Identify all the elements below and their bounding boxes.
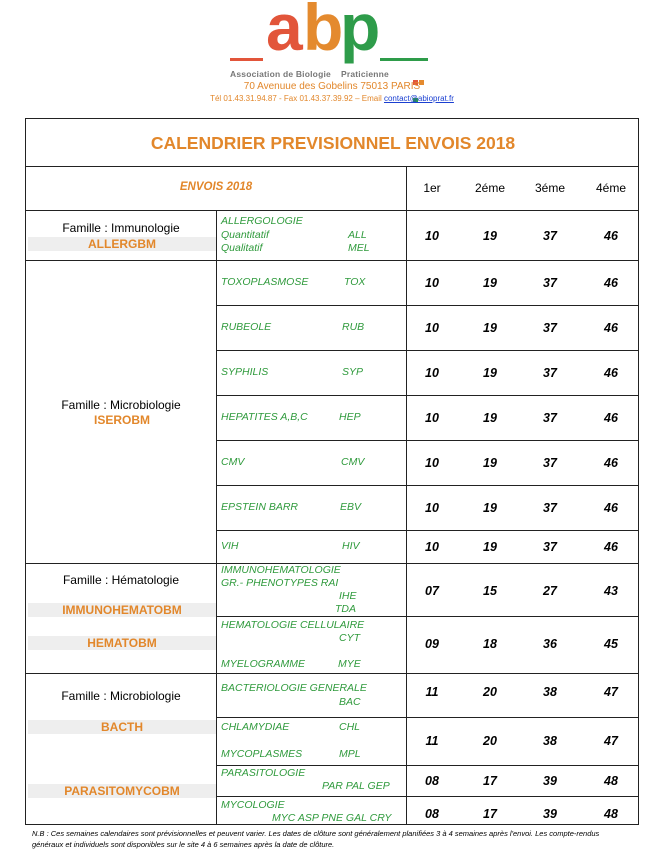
contact-phones: Tél 01.43.31.94.87 - Fax 01.43.37.39.92 – Email — [210, 94, 382, 103]
value-ebv-4: 46 — [604, 501, 618, 515]
test-code-syp: SYP — [342, 366, 364, 378]
value-cmv-2: 19 — [483, 456, 497, 470]
page-title: CALENDRIER PREVISIONNEL ENVOIS 2018 — [150, 133, 516, 153]
test-bacteriology: BACTERIOLOGIE GENERALE — [221, 682, 367, 694]
row-line — [26, 166, 638, 167]
value-all-1: 10 — [425, 229, 439, 243]
test-code-hiv: HIV — [342, 540, 360, 552]
row-line — [216, 395, 638, 396]
value-chl-3: 38 — [543, 734, 557, 748]
row-line — [216, 796, 638, 797]
test-cmv: CMV — [221, 456, 245, 468]
value-tox-1: 10 — [425, 276, 439, 290]
contact-line — [0, 94, 664, 103]
value-hep-2: 19 — [483, 411, 497, 425]
family-hematology-code-1: IMMUNOHEMATOBM — [28, 603, 216, 617]
test-code-tox: TOX — [344, 276, 366, 288]
col-line — [216, 210, 217, 824]
value-myc-2: 17 — [483, 807, 497, 821]
test-qualitative: Qualitatif — [221, 242, 263, 254]
test-code-ebv: EBV — [340, 501, 362, 513]
value-bac-2: 20 — [483, 685, 497, 699]
value-syp-1: 10 — [425, 366, 439, 380]
value-syp-4: 46 — [604, 366, 618, 380]
family-bacteriology-label: Famille : Microbiologie — [61, 689, 181, 703]
value-hep-4: 46 — [604, 411, 618, 425]
value-hiv-2: 19 — [483, 540, 497, 554]
logo-letters — [230, 0, 430, 66]
test-code-cyt: CYT — [339, 632, 360, 644]
logo-letter-p: p — [340, 0, 381, 64]
value-ihe-2: 15 — [483, 584, 497, 598]
test-code-tda: TDA — [335, 603, 356, 615]
value-hem-1: 09 — [425, 637, 439, 651]
value-all-2: 19 — [483, 229, 497, 243]
row-line — [216, 530, 638, 531]
footnote: N.B : Ces semaines calendaires sont prévisionnelles et peuvent varier. Les dates de clôture sont généralement planifiées 3 à 4 semaines après l'envoi. Les compte-rendus généraux et individuels sont disponibles sur le site 4 à 6 semaines après la date de clôture. — [32, 829, 600, 849]
family-microbiology-label: Famille : Microbiologie — [61, 398, 181, 412]
test-hematology-cellular: HEMATOLOGIE CELLULAIRE — [221, 619, 365, 631]
value-chl-2: 20 — [483, 734, 497, 748]
value-par-3: 39 — [543, 774, 557, 788]
value-rub-3: 37 — [543, 321, 557, 335]
value-cmv-4: 46 — [604, 456, 618, 470]
col-head-4: 4éme — [595, 181, 627, 195]
col-head-2: 2éme — [474, 181, 506, 195]
value-bac-1: 11 — [425, 685, 439, 699]
row-line — [26, 210, 638, 211]
test-code-all: ALL — [348, 229, 367, 241]
logo-tagline — [230, 69, 430, 79]
logo-line-left — [230, 58, 263, 61]
value-myc-1: 08 — [425, 807, 439, 821]
family-immunology-code: ALLERGBM — [28, 237, 216, 251]
value-ebv-3: 37 — [543, 501, 557, 515]
test-chlamydiae: CHLAMYDIAE — [221, 721, 290, 733]
family-bacteriology-code-1: BACTH — [28, 720, 216, 734]
family-bacteriology-code-2: PARASITOMYCOBM — [28, 784, 216, 798]
family-microbiology-code: ISEROBM — [93, 413, 150, 427]
test-immunohematology: IMMUNOHEMATOLOGIE — [221, 564, 341, 576]
value-ihe-4: 43 — [604, 584, 618, 598]
col-line — [406, 166, 407, 824]
row-line — [216, 765, 638, 766]
logo-tagline-2: Praticienne — [340, 69, 389, 79]
row-line — [216, 305, 638, 306]
logo-tagline-1: Association de Biologie — [230, 69, 331, 79]
value-par-2: 17 — [483, 774, 497, 788]
value-myc-4: 48 — [604, 807, 618, 821]
test-code-mel: MEL — [348, 242, 370, 254]
row-line — [216, 616, 638, 617]
family-hematology-label: Famille : Hématologie — [62, 573, 180, 587]
value-tox-2: 19 — [483, 276, 497, 290]
value-chl-4: 47 — [604, 734, 618, 748]
value-tox-4: 46 — [604, 276, 618, 290]
value-cmv-1: 10 — [425, 456, 439, 470]
value-rub-1: 10 — [425, 321, 439, 335]
value-ebv-2: 19 — [483, 501, 497, 515]
logo-line-right — [380, 58, 428, 61]
col-head-3: 3éme — [534, 181, 566, 195]
test-code-ihe: IHE — [339, 590, 357, 602]
row-line — [216, 717, 638, 718]
test-code-bac: BAC — [339, 696, 361, 708]
value-bac-4: 47 — [604, 685, 618, 699]
value-rub-2: 19 — [483, 321, 497, 335]
test-code-hep: HEP — [339, 411, 361, 423]
value-hep-3: 37 — [543, 411, 557, 425]
value-rub-4: 46 — [604, 321, 618, 335]
value-cmv-3: 37 — [543, 456, 557, 470]
test-allergology: ALLERGOLOGIE — [221, 215, 303, 227]
test-code-rub: RUB — [342, 321, 365, 333]
value-hem-3: 36 — [543, 637, 557, 651]
test-myelogram: MYELOGRAMME — [221, 658, 306, 670]
contact-email-link[interactable]: contact@abioprat.fr — [383, 94, 454, 103]
value-chl-1: 11 — [425, 734, 439, 748]
value-hem-2: 18 — [483, 637, 497, 651]
test-code-mye: MYE — [338, 658, 361, 670]
test-code-par: PAR PAL GEP — [322, 780, 390, 792]
test-rubella: RUBEOLE — [221, 321, 272, 333]
value-all-4: 46 — [604, 229, 618, 243]
test-epstein-barr: EPSTEIN BARR — [221, 501, 299, 513]
logo-letter-b: b — [303, 0, 344, 64]
test-quantitative: Quantitatif — [221, 229, 269, 241]
value-hiv-4: 46 — [604, 540, 618, 554]
row-line — [26, 673, 638, 674]
calendar-table — [25, 118, 639, 825]
family-immunology-label: Famille : Immunologie — [62, 221, 180, 235]
address: 70 Avenuue des Gobelins 75013 PARIS — [243, 81, 421, 92]
test-hiv: VIH — [221, 540, 239, 552]
value-hep-1: 10 — [425, 411, 439, 425]
value-par-1: 08 — [425, 774, 439, 788]
test-mycology: MYCOLOGIE — [221, 799, 285, 811]
row-line — [26, 260, 638, 261]
value-ihe-3: 27 — [543, 584, 557, 598]
test-code-myc: MYC ASP PNE GAL CRY — [272, 812, 392, 824]
row-line — [216, 440, 638, 441]
envois-label: ENVOIS 2018 — [179, 181, 253, 193]
test-code-mpl: MPL — [339, 748, 361, 760]
value-hem-4: 45 — [604, 637, 618, 651]
test-phenotypes: GR.- PHENOTYPES RAI — [221, 577, 339, 589]
row-line — [216, 350, 638, 351]
logo-letter-a: a — [266, 0, 303, 64]
value-tox-3: 37 — [543, 276, 557, 290]
test-parasitology: PARASITOLOGIE — [221, 767, 306, 779]
value-bac-3: 38 — [543, 685, 557, 699]
row-line — [216, 485, 638, 486]
test-code-chl: CHL — [339, 721, 361, 733]
value-syp-3: 37 — [543, 366, 557, 380]
value-syp-2: 19 — [483, 366, 497, 380]
test-mycoplasmas: MYCOPLASMES — [221, 748, 303, 760]
value-ihe-1: 07 — [425, 584, 439, 598]
value-par-4: 48 — [604, 774, 618, 788]
value-hiv-1: 10 — [425, 540, 439, 554]
test-hepatitis: HEPATITES A,B,C — [221, 411, 308, 423]
value-myc-3: 39 — [543, 807, 557, 821]
family-hematology-code-2: HEMATOBM — [28, 636, 216, 650]
abp-logo — [230, 0, 430, 79]
value-ebv-1: 10 — [425, 501, 439, 515]
col-head-1: 1er — [423, 181, 441, 195]
value-all-3: 37 — [543, 229, 557, 243]
test-code-cmv: CMV — [341, 456, 365, 468]
test-syphilis: SYPHILIS — [221, 366, 269, 378]
value-hiv-3: 37 — [543, 540, 557, 554]
test-toxoplasmosis: TOXOPLASMOSE — [221, 276, 309, 288]
